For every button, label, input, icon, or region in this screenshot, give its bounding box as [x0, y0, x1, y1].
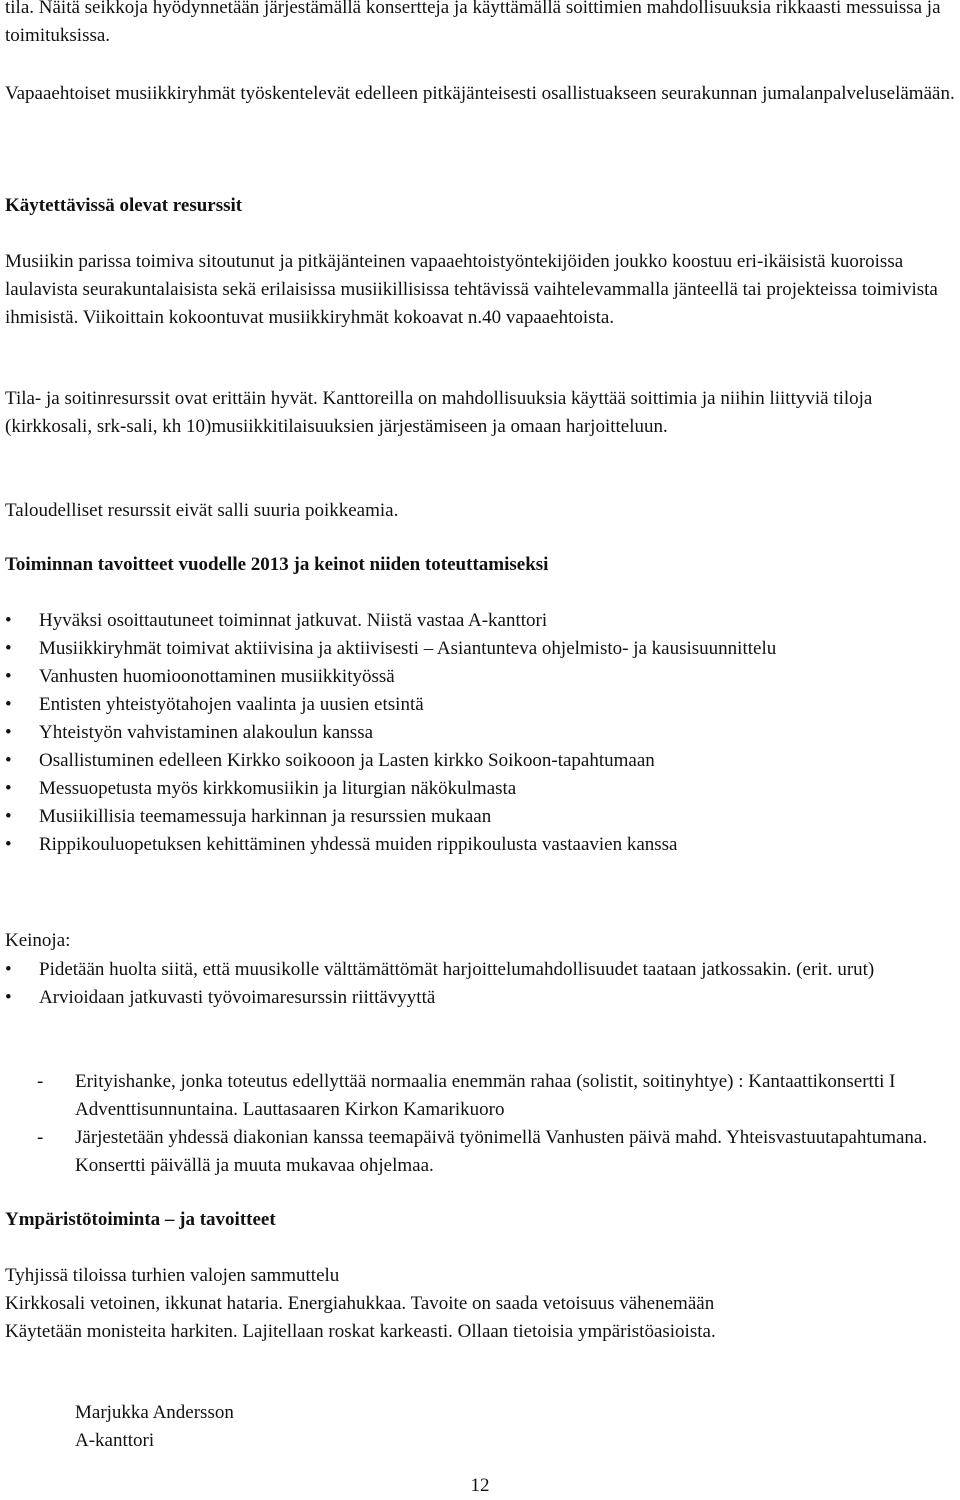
bullet-icon: • [5, 666, 12, 687]
environment-line-3: Käytetään monisteita harkiten. Lajitellaan roskat karkeasti. Ollaan tietoisia ympäristöasioista. [5, 1321, 716, 1342]
intro-paragraph-2: Vapaaehtoiset musiikkiryhmät työskentelevät edelleen pitkäjänteisesti osallistuakseen seurakunnan jumalanpalveluselämään. [5, 83, 955, 104]
intro-paragraph-1: tila. Näitä seikkoja hyödynnetään järjestämällä konsertteja ja käyttämällä soittimien mahdollisuuksia rikkaasti messuissa ja toimituksissa. [5, 0, 941, 46]
bullet-icon: • [5, 778, 12, 799]
list-item: - Erityishanke, jonka toteutus edellyttää normaalia enemmän rahaa (solistit, soitinyhtye) : Kantaattikonsertti I Adventtisunnuntaina. Lauttasaaren Kirkon Kamarikuoro [5, 1068, 955, 1124]
list-item: • Messuopetusta myös kirkkomusiikin ja liturgian näkökulmasta [5, 775, 955, 803]
bullet-icon: • [5, 834, 12, 855]
list-item: • Vanhusten huomioonottaminen musiikkityössä [5, 663, 955, 691]
environment-line-2: Kirkkosali vetoinen, ikkunat hataria. Energiahukkaa. Tavoite on saada vetoisuus vähenemään [5, 1293, 715, 1314]
dash-marker: - [37, 1127, 44, 1148]
resources-paragraph-3: Taloudelliset resurssit eivät salli suuria poikkeamia. [5, 500, 399, 521]
list-item: • Arvioidaan jatkuvasti työvoimaresurssin riittävyyttä [5, 984, 955, 1012]
signature-name: Marjukka Andersson [75, 1402, 234, 1423]
bullet-icon: • [5, 722, 12, 743]
resources-paragraph-2: Tila- ja soitinresurssit ovat erittäin hyvät. Kanttoreilla on mahdollisuuksia käyttää soittimia ja niihin liittyviä tiloja (kirkkosali, srk-sali, kh 10)musiikkitilaisuuksien järjestämiseen ja omaan harjoitteluun. [5, 388, 873, 437]
list-item: • Musiikkiryhmät toimivat aktiivisina ja aktiivisesti – Asiantunteva ohjelmisto- ja kausisuunnittelu [5, 635, 955, 663]
bullet-icon: • [5, 959, 12, 980]
list-item: • Osallistuminen edelleen Kirkko soikooon ja Lasten kirkko Soikoon-tapahtumaan [5, 747, 955, 775]
bullet-icon: • [5, 806, 12, 827]
goals-heading: Toiminnan tavoitteet vuodelle 2013 ja keinot niiden toteuttamiseksi [5, 554, 549, 575]
list-item: - Järjestetään yhdessä diakonian kanssa teemapäivä työnimellä Vanhusten päivä mahd. Yhteisvastuutapahtumana. Konsertti päivällä ja muuta mukavaa ohjelmaa. [5, 1124, 955, 1180]
means-list [5, 956, 955, 1012]
list-item: • Yhteistyön vahvistaminen alakoulun kanssa [5, 719, 955, 747]
list-item: • Pidetään huolta siitä, että muusikolle välttämättömät harjoittelumahdollisuudet taataan jatkossakin. (erit. urut) [5, 956, 955, 984]
signature-title: A-kanttori [75, 1430, 155, 1451]
dash-marker: - [37, 1071, 44, 1092]
list-item: • Rippikouluopetuksen kehittäminen yhdessä muiden rippikoulusta vastaavien kanssa [5, 831, 955, 859]
bullet-icon: • [5, 987, 12, 1008]
environment-line-1: Tyhjissä tiloissa turhien valojen sammuttelu [5, 1265, 340, 1286]
means-dash-list [5, 1068, 955, 1180]
list-item: • Hyväksi osoittautuneet toiminnat jatkuvat. Niistä vastaa A-kanttori [5, 607, 955, 635]
bullet-icon: • [5, 750, 12, 771]
environment-heading: Ympäristötoiminta – ja tavoitteet [5, 1209, 276, 1230]
means-label: Keinoja: [5, 930, 71, 951]
resources-heading: Käytettävissä olevat resurssit [5, 195, 243, 216]
list-item: • Entisten yhteistyötahojen vaalinta ja uusien etsintä [5, 691, 955, 719]
bullet-icon: • [5, 638, 12, 659]
goals-list [5, 607, 955, 859]
bullet-icon: • [5, 610, 12, 631]
list-item: • Musiikillisia teemamessuja harkinnan ja resurssien mukaan [5, 803, 955, 831]
page-number: 12 [470, 1475, 490, 1496]
bullet-icon: • [5, 694, 12, 715]
resources-paragraph-1: Musiikin parissa toimiva sitoutunut ja pitkäjänteinen vapaaehtoistyöntekijöiden joukko koostuu eri-ikäisistä kuoroissa laulavista seurakuntalaisista sekä erilaisissa musiikillisissa tehtävissä vaihtelevammalla jänteellä tai projekteissa toimivista ihmisistä. Viikoittain kokoontuvat musiikkiryhmät kokoavat n.40 vapaaehtoista. [5, 251, 938, 328]
